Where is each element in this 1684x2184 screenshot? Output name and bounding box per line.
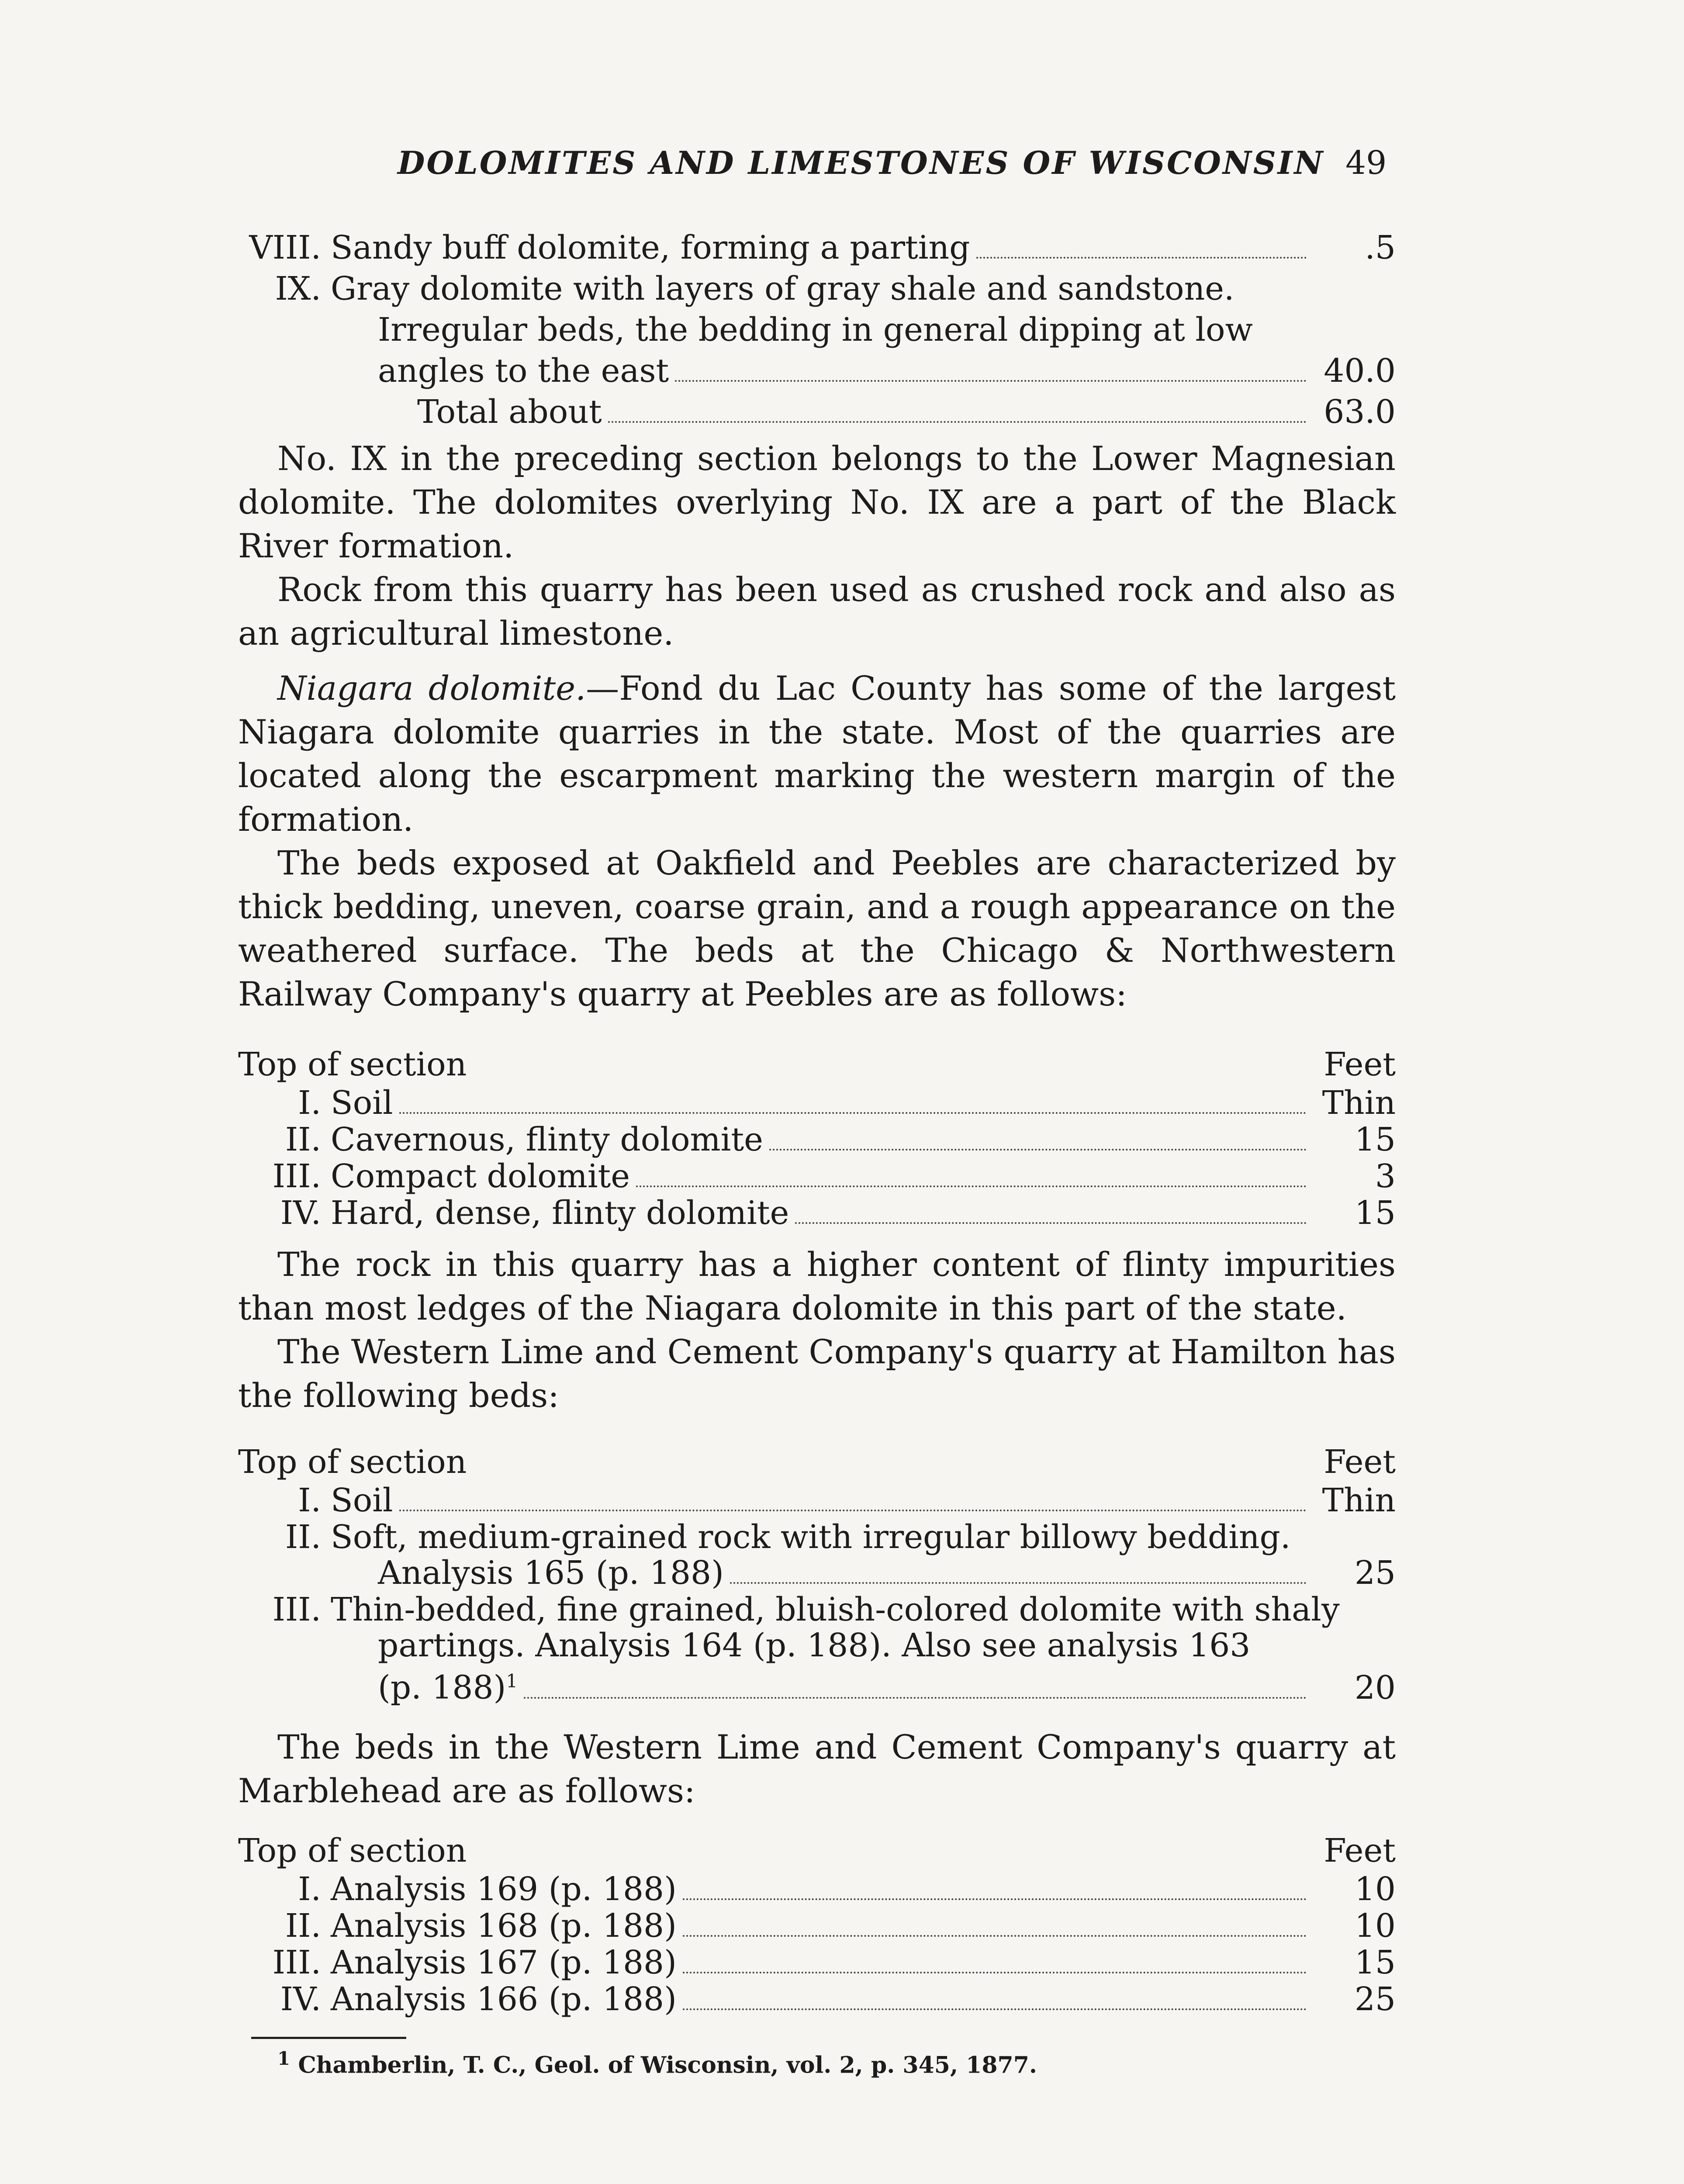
bed-row [238,1871,1396,1908]
body-text-3 [238,1725,1396,1813]
leader-dots [769,1149,1307,1151]
bed-row [238,1482,1396,1519]
bed-row [238,1195,1396,1232]
body-text-2 [238,1243,1396,1417]
bed-thickness: .5 [1365,229,1396,266]
bed-row [238,1908,1396,1945]
page-number: 49 [1345,144,1387,182]
header-right: Feet [1324,1832,1396,1870]
bed-description [238,1663,518,1706]
leader-dots [399,1112,1307,1114]
footnote-mark: 1 [277,2048,290,2069]
bed-description: Cavernous, flinty dolomite [331,1121,763,1158]
paragraph-text: —Fond du Lac County has some of the largest Niagara dolomite quarries in the state. Most of the quarries are located along the escarpment marking the western margin of the formation. [238,669,1396,839]
bed-thickness: Thin [1322,1482,1396,1519]
bed-row [238,1945,1396,1981]
leader-dots [683,1935,1307,1937]
total-label: Total about [417,393,602,431]
leader-dots [976,257,1307,259]
bed-thickness: 15 [1354,1121,1396,1158]
bed-number: I. [298,1870,321,1908]
paragraph: The rock in this quarry has a higher content of flinty impurities than most ledges of the Niagara dolomite in this part of the state. [238,1245,1396,1327]
header-left: Top of section [238,1443,467,1481]
bed-thickness: 15 [1354,1944,1396,1981]
footnote [277,2048,1037,2078]
footnote-ref: 1 [506,1670,518,1692]
leader-dots [608,421,1307,423]
bed-number: II. [285,1518,321,1556]
marblehead-section-table [238,1830,1396,2018]
total-value: 63.0 [1324,393,1396,431]
bed-description: Analysis 165 (p. 188) [378,1554,724,1592]
table-header [238,1044,1396,1085]
leader-dots [795,1222,1307,1224]
section-continuation [238,227,1396,432]
bed-number: III. [272,1158,321,1195]
hamilton-section-table [238,1441,1396,1707]
bed-description: partings. Analysis 164 (p. 188). Also see analysis 163 [378,1627,1251,1664]
bed-description: Analysis 167 (p. 188) [331,1944,677,1981]
leader-dots [399,1510,1307,1511]
paragraph: The Western Lime and Cement Company's quarry at Hamilton has the following beds: [238,1332,1396,1415]
bed-number: I. [298,1482,321,1519]
leader-dots [524,1697,1307,1699]
bed-number: II. [285,1121,321,1158]
paragraph-heading: Niagara dolomite. [277,669,586,708]
bed-row [238,227,1396,268]
bed-description: Irregular beds, the bedding in general dipping at low [378,311,1253,349]
bed-thickness: Thin [1322,1084,1396,1122]
bed-number: III. [272,1944,321,1981]
bed-thickness: 3 [1375,1158,1396,1195]
bed-row-continued [238,1555,1396,1592]
bed-description: Sandy buff dolomite, forming a parting [331,229,970,266]
bed-row-continued [238,350,1396,391]
peebles-section-table [238,1044,1396,1232]
bed-number: III. [272,1591,321,1628]
leader-dots [675,380,1307,382]
running-title: DOLOMITES AND LIMESTONES OF WISCONSIN [398,144,1325,181]
bed-description: Analysis 166 (p. 188) [331,1980,677,2018]
bed-description: Soft, medium-grained rock with irregular billowy bedding. [331,1518,1291,1556]
bed-number: VIII. [249,229,321,266]
leader-dots [730,1582,1307,1584]
header-left: Top of section [238,1832,467,1870]
paragraph: The beds in the Western Lime and Cement Company's quarry at Marblehead are as follows: [238,1728,1396,1810]
bed-number: IV. [280,1194,321,1232]
bed-number: IV. [280,1980,321,2018]
bed-thickness: 25 [1354,1980,1396,2018]
bed-row [238,1158,1396,1195]
header-left: Top of section [238,1046,467,1083]
bed-description: Soil [331,1084,393,1122]
bed-description: Analysis 168 (p. 188) [331,1907,677,1945]
bed-description: Soil [331,1482,393,1519]
bed-thickness: 10 [1354,1870,1396,1908]
bed-thickness: 20 [1354,1669,1396,1707]
bed-description: angles to the east [378,352,669,390]
description-text: (p. 188) [378,1669,506,1707]
table-header [238,1830,1396,1871]
paragraph [238,667,1396,841]
bed-row-continued [238,1628,1396,1663]
bed-description: Hard, dense, flinty dolomite [331,1194,789,1232]
body-text-1 [238,437,1396,1016]
footnote-text: Chamberlin, T. C., Geol. of Wisconsin, vol. 2, p. 345, 1877. [298,2052,1037,2079]
leader-dots [636,1185,1307,1187]
bed-row [238,1592,1396,1628]
bed-thickness: 15 [1354,1194,1396,1232]
header-right: Feet [1324,1046,1396,1083]
paragraph: Rock from this quarry has been used as crushed rock and also as an agricultural limestone. [238,570,1396,653]
bed-number: II. [285,1907,321,1945]
bed-description: Gray dolomite with layers of gray shale and sandstone. [331,270,1234,308]
leader-dots [683,1972,1307,1973]
header-right: Feet [1324,1443,1396,1481]
bed-thickness: 25 [1354,1554,1396,1592]
bed-thickness: 10 [1354,1907,1396,1945]
bed-thickness: 40.0 [1324,352,1396,390]
bed-row-continued [238,1663,1396,1707]
bed-row [238,1085,1396,1122]
bed-description: Thin-bedded, fine grained, bluish-colored dolomite with shaly [331,1591,1340,1628]
bed-row [238,1519,1396,1555]
paragraph: The beds exposed at Oakfield and Peebles are characterized by thick bedding, uneven, coarse grain, and a rough appearance on the weathered surface. The beds at the Chicago & Northwestern Railway Company's quarry at Peebles are as follows: [238,843,1396,1013]
bed-row [238,1981,1396,2018]
bed-description: Compact dolomite [331,1158,630,1195]
leader-dots [683,2008,1307,2010]
bed-number: I. [298,1084,321,1122]
bed-row-continued [238,309,1396,350]
table-header [238,1441,1396,1482]
paragraph: No. IX in the preceding section belongs to the Lower Magnesian dolomite. The dolomites overlying No. IX are a part of the Black River formation. [238,439,1396,565]
bed-row [238,1122,1396,1158]
leader-dots [683,1898,1307,1900]
bed-row [238,268,1396,309]
bed-description: Analysis 169 (p. 188) [331,1870,677,1908]
footnote-rule [251,2037,406,2039]
total-row [238,391,1396,432]
bed-number: IX. [275,270,321,308]
